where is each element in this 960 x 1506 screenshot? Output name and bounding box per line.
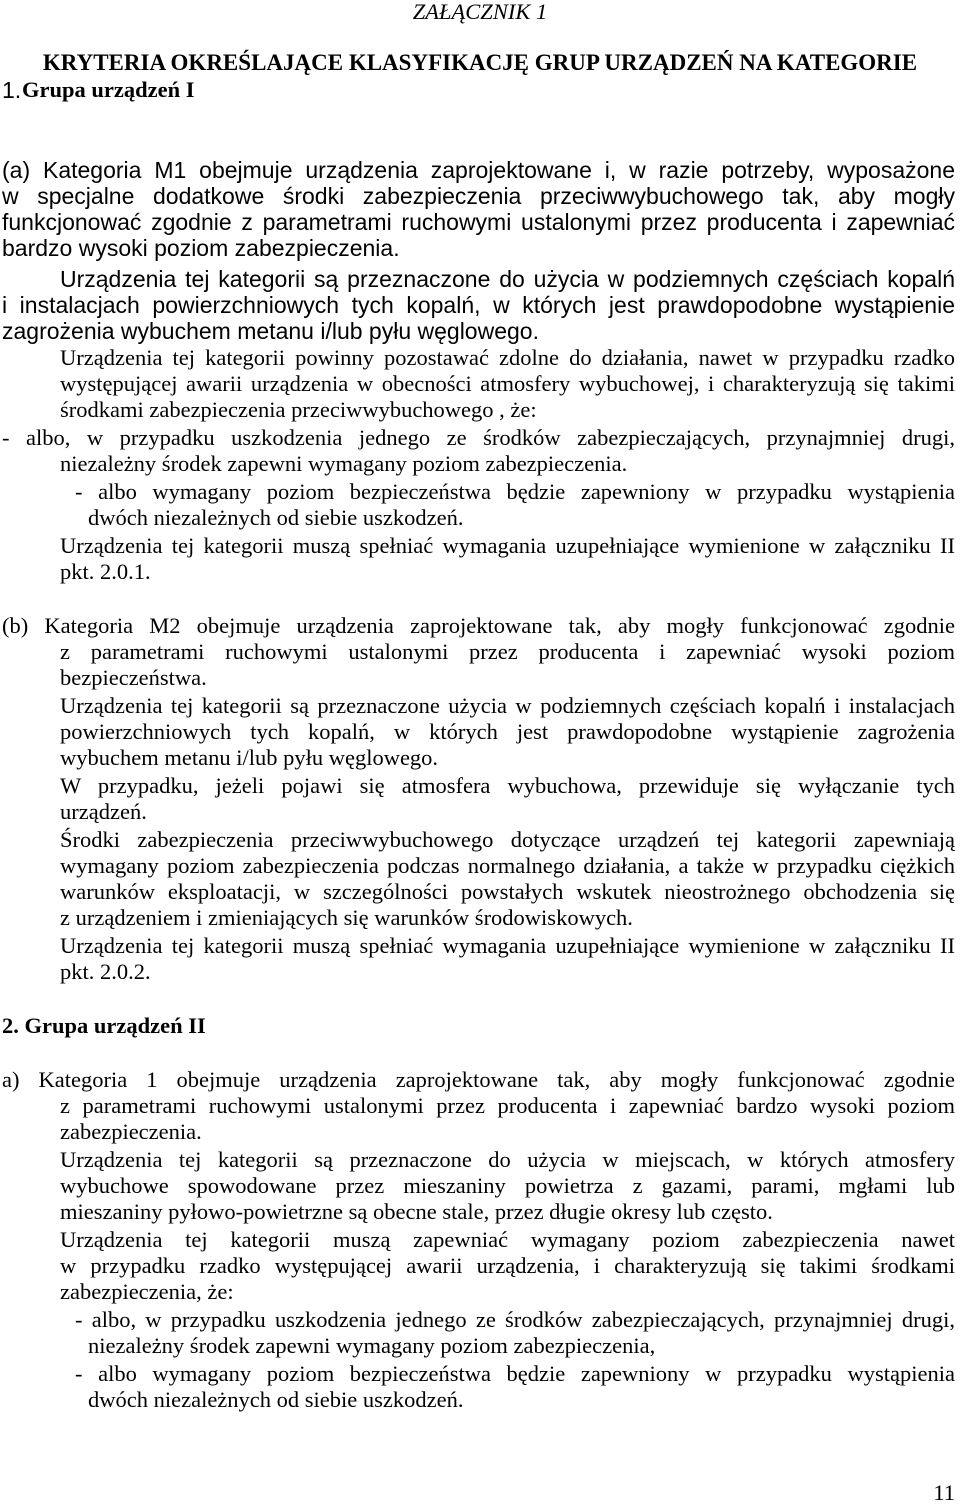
- cat1-list-item: dwóch niezależnych od siebie uszkodzeń.: [88, 1387, 464, 1412]
- m1-text-line: środkami zabezpieczenia przeciwwybuchowego , że:: [60, 397, 537, 422]
- m1-text-line: (a) Kategoria M1 obejmuje urządzenia zaprojektowane i, w razie potrzeby, wyposażone: [2, 157, 955, 183]
- m2-text-line: z urządzeniem i zmieniających się warunków środowiskowych.: [60, 905, 633, 930]
- m2-text-line: warunków eksploatacji, w szczególności powstałych wskutek nieostrożnego obchodzenia się: [60, 879, 955, 904]
- m1-list-item: niezależny środek zapewni wymagany poziom zabezpieczenia.: [60, 451, 628, 476]
- group-1-number: 1.: [2, 77, 22, 103]
- m1-text-line: pkt. 2.0.1.: [60, 559, 151, 584]
- m1-list-item: dwóch niezależnych od siebie uszkodzeń.: [88, 505, 464, 530]
- page-number: 11: [933, 1480, 955, 1505]
- cat1-text-line: zabezpieczenia.: [60, 1119, 202, 1144]
- cat1-list-item: niezależny środek zapewni wymagany poziom zabezpieczenia,: [88, 1333, 656, 1358]
- cat1-text-line: wybuchowe spowodowane przez mieszaniny powietrza z gazami, parami, mgłami lub: [60, 1173, 955, 1198]
- cat1-text-line: zabezpieczenia, że:: [60, 1279, 234, 1304]
- m2-text-line: (b) Kategoria M2 obejmuje urządzenia zaprojektowane tak, aby mogły funkcjonować zgodnie: [2, 613, 955, 638]
- document-title: KRYTERIA OKREŚLAJĄCE KLASYFIKACJĘ GRUP URZĄDZEŃ NA KATEGORIE: [42, 50, 918, 75]
- group-2-heading: 2. Grupa urządzeń II: [2, 1013, 206, 1038]
- m1-text-line: Urządzenia tej kategorii muszą spełniać wymagania uzupełniające wymienione w załączniku II: [60, 533, 955, 558]
- m2-text-line: powierzchniowych tych kopalń, w których jest prawdopodobne wystąpienie zagrożenia: [60, 719, 955, 744]
- m2-text-line: W przypadku, jeżeli pojawi się atmosfera wybuchowa, przewiduje się wyłączanie tych: [60, 773, 955, 798]
- cat1-text-line: z parametrami ruchowymi ustalonymi przez producenta i zapewniać bardzo wysoki poziom: [60, 1093, 955, 1118]
- annex-label: ZAŁĄCZNIK 1: [412, 0, 548, 24]
- m1-text-line: zagrożenia wybuchem metanu i/lub pyłu węglowego.: [2, 318, 539, 344]
- m1-text-line: i instalacjach powierzchniowych tych kopalń, w których jest prawdopodobne wystąpienie: [2, 292, 955, 318]
- cat1-text-line: mieszaniny pyłowo-powietrzne są obecne stale, przez długie okresy lub często.: [60, 1199, 773, 1224]
- group-1-heading: Grupa urządzeń I: [22, 77, 195, 102]
- m2-text-line: z parametrami ruchowymi ustalonymi przez producenta i zapewniać wysoki poziom: [60, 639, 955, 664]
- m1-text-line: funkcjonować zgodnie z parametrami ruchowymi ustalonymi przez producenta i zapewniać: [2, 209, 955, 235]
- cat1-text-line: w przypadku rzadko występującej awarii urządzenia, i charakteryzują się takimi środkami: [60, 1253, 955, 1278]
- m2-text-line: urządzeń.: [60, 799, 147, 824]
- cat1-text-line: Urządzenia tej kategorii są przeznaczone do użycia w miejscach, w których atmosfery: [60, 1147, 955, 1172]
- cat1-text-line: Urządzenia tej kategorii muszą zapewniać wymagany poziom zabezpieczenia nawet: [60, 1227, 955, 1252]
- m2-text-line: pkt. 2.0.2.: [60, 959, 151, 984]
- m1-text-line: bardzo wysoki poziom zabezpieczenia.: [2, 235, 400, 261]
- m1-text-line: Urządzenia tej kategorii powinny pozostawać zdolne do działania, nawet w przypadku rzadko: [60, 345, 955, 370]
- cat1-text-line: a) Kategoria 1 obejmuje urządzenia zaprojektowane tak, aby mogły funkcjonować zgodnie: [2, 1067, 955, 1092]
- m1-text-line: Urządzenia tej kategorii są przeznaczone do użycia w podziemnych częściach kopalń: [60, 266, 955, 292]
- m2-text-line: Urządzenia tej kategorii są przeznaczone użycia w podziemnych częściach kopalń i instalacjach: [60, 693, 955, 718]
- m1-text-line: w specjalne dodatkowe środki zabezpieczenia przeciwwybuchowego tak, aby mogły: [2, 183, 955, 209]
- cat1-list-item: - albo, w przypadku uszkodzenia jednego ze środków zabezpieczających, przynajmniej drugi,: [75, 1307, 955, 1332]
- m2-text-line: Urządzenia tej kategorii muszą spełniać wymagania uzupełniające wymienione w załączniku II: [60, 933, 955, 958]
- m1-text-line: występującej awarii urządzenia w obecności atmosfery wybuchowej, i charakteryzują się takimi: [60, 371, 955, 396]
- m1-list-item: - albo wymagany poziom bezpieczeństwa będzie zapewniony w przypadku wystąpienia: [75, 479, 955, 504]
- m1-list-item: - albo, w przypadku uszkodzenia jednego ze środków zabezpieczających, przynajmniej drugi,: [2, 425, 955, 450]
- cat1-list-item: - albo wymagany poziom bezpieczeństwa będzie zapewniony w przypadku wystąpienia: [75, 1361, 955, 1386]
- m2-text-line: bezpieczeństwa.: [60, 665, 207, 690]
- m2-text-line: wymagany poziom zabezpieczenia podczas normalnego działania, a także w przypadku ciężkich: [60, 853, 955, 878]
- m2-text-line: Środki zabezpieczenia przeciwwybuchowego dotyczące urządzeń tej kategorii zapewniają: [60, 827, 955, 852]
- m2-text-line: wybuchem metanu i/lub pyłu węglowego.: [60, 745, 439, 770]
